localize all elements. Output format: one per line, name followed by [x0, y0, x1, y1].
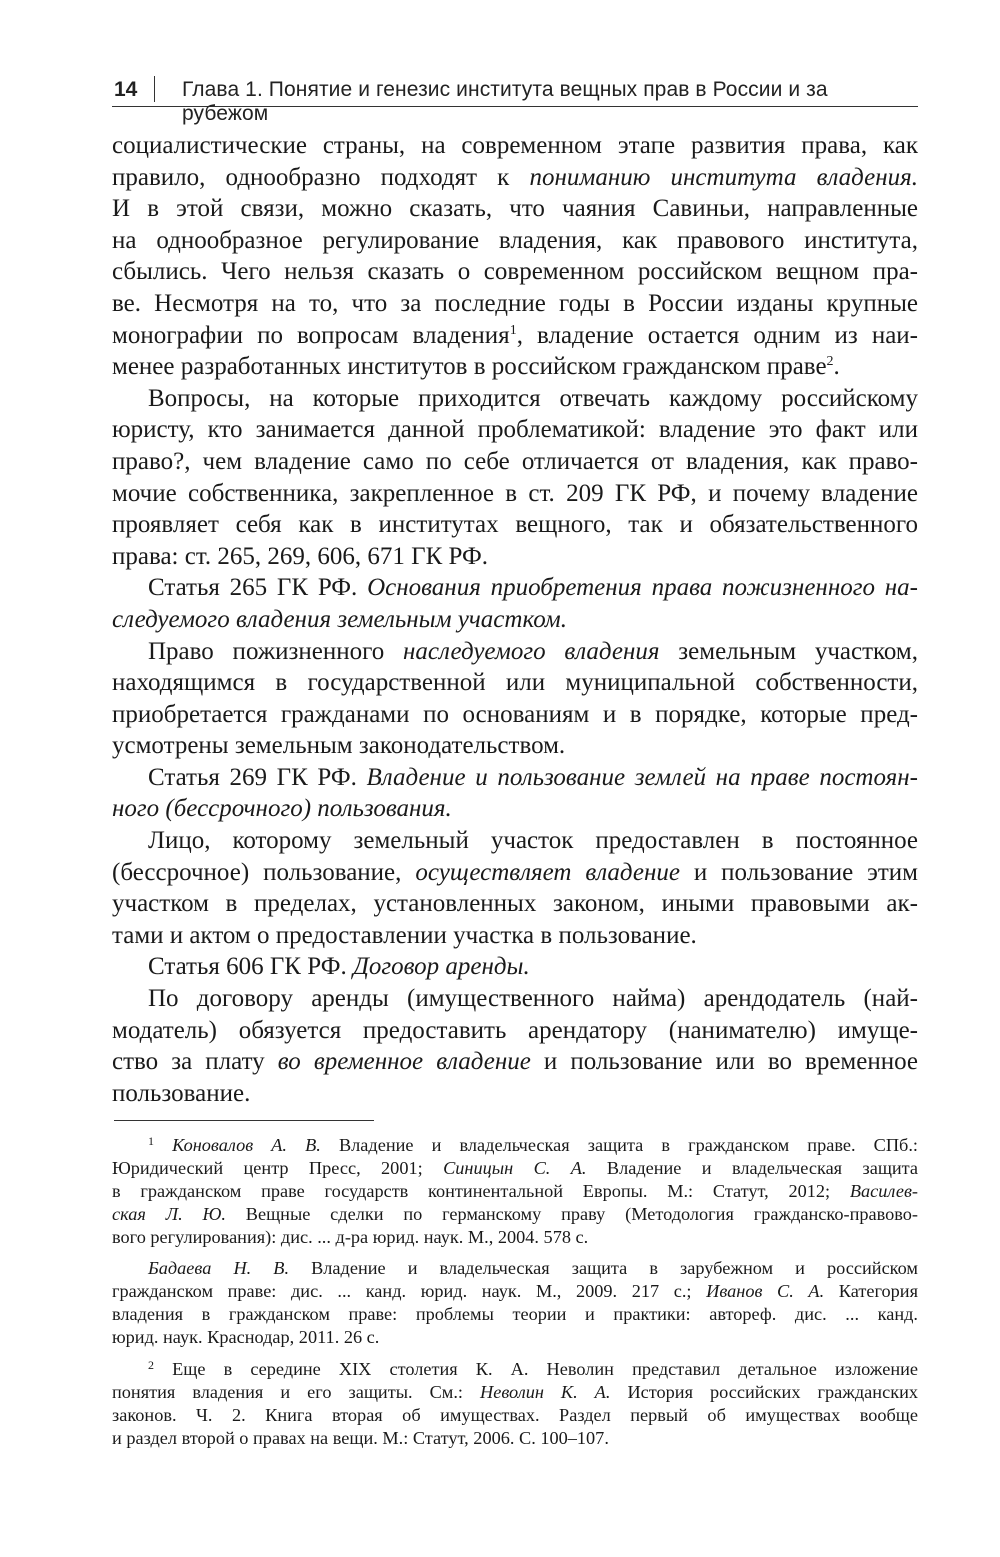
- text-span: Право пожизненного: [148, 637, 403, 665]
- running-head: [112, 76, 918, 125]
- text-line: на однообразное регулирование владения, как правового института,: [112, 226, 918, 254]
- text-line: социалистические страны, на современном этапе развития права, как: [112, 132, 918, 159]
- author-name: Иванов С. А.: [706, 1281, 825, 1302]
- footnote-line: [112, 1180, 918, 1203]
- footnote-marker-2: 2: [148, 1358, 154, 1373]
- text-line: [112, 1046, 918, 1078]
- text-line: [112, 351, 918, 383]
- article-label: Статья 269 ГК РФ.: [148, 763, 367, 791]
- text-line: право?, чем владение само по себе отличается от владения, как право-: [112, 447, 918, 475]
- text-span: Еще в середине XIX столетия К. А. Неволин представил детальное изложение: [172, 1359, 918, 1380]
- text-line: находящимся в государственной или муниципальной собственности,: [112, 669, 918, 697]
- text-line: модатель) обязуется предоставить арендатору (нанимателю) имуще-: [112, 1016, 918, 1044]
- footnote-line: юрид. наук. Краснодар, 2011. 26 с.: [112, 1327, 380, 1348]
- text-line: тами и актом о предоставлении участка в пользование.: [112, 921, 697, 949]
- text-line: мочие собственника, закрепленное в ст. 209 ГК РФ, и почему владение: [112, 479, 918, 507]
- footnote-rule: [114, 1120, 374, 1121]
- italic-span: осуществляет владение: [415, 858, 680, 886]
- text-line: [112, 636, 918, 668]
- author-name: Коновалов А. В.: [172, 1135, 321, 1155]
- text-line: [112, 857, 918, 889]
- text-line: По договору аренды (имущественного найма) арендодатель (най-: [148, 985, 918, 1013]
- text-line: пользование.: [112, 1079, 251, 1107]
- header-separator: [154, 76, 155, 102]
- text-span: Юридический центр Пресс, 2001;: [112, 1157, 444, 1178]
- text-span: ство за плату: [112, 1048, 278, 1076]
- text-line: [112, 162, 918, 194]
- article-heading: [112, 604, 918, 636]
- footnote-line: [112, 1134, 918, 1157]
- article-title: Основания приобретения права пожизненного на-: [367, 574, 918, 602]
- article-title: Договор аренды.: [352, 953, 530, 981]
- text-line: [112, 320, 918, 352]
- footnote-line: [112, 1358, 918, 1381]
- text-line: проявляет себя как в институтах вещного, так и обязательственного: [112, 511, 918, 539]
- text-span: правило, однообразно подходят к: [112, 163, 530, 191]
- footnote-line: [112, 1157, 918, 1180]
- chapter-title: Глава 1. Понятие и генезис института вещных прав в России и за рубежом: [182, 78, 828, 125]
- text-span: и пользование этим: [679, 858, 918, 886]
- author-name: Синицын С. А.: [443, 1157, 587, 1178]
- text-span: Владение и владельческая защита в зарубежном и российском: [289, 1258, 918, 1279]
- text-span: менее разработанных институтов в российском гражданском праве: [112, 353, 827, 381]
- text-line: права: ст. 265, 269, 606, 671 ГК РФ.: [112, 542, 488, 570]
- text-span: и пользование или во временное: [530, 1048, 919, 1076]
- footnotes: [112, 1134, 918, 1450]
- text-span: Вещные сделки по германскому праву (Методология гражданско-правово-: [225, 1203, 918, 1224]
- text-span: Владение и владельческая защита в гражданском праве. СПб.:: [320, 1135, 918, 1155]
- footnote-line: и раздел второй о правах на вещи. М.: Статут, 2006. С. 100–107.: [112, 1427, 609, 1448]
- footnote-line: владения в гражданском праве: проблемы теории и практики: автореф. дис. ... канд.: [112, 1304, 918, 1325]
- text-line: сбылись. Чего нельзя сказать о современном российском вещном пра-: [112, 258, 918, 286]
- footnote-line: [112, 1203, 918, 1226]
- text-line: юристу, кто занимается данной проблематикой: владение это факт или: [112, 416, 918, 444]
- text-line: ве. Несмотря на то, что за последние годы в России изданы крупные: [112, 289, 918, 317]
- text-span: гражданском праве: дис. ... канд. юрид. наук. М., 2009. 217 с.;: [112, 1281, 707, 1302]
- text-span: (бессрочное) пользование,: [112, 858, 416, 886]
- article-heading: [112, 951, 918, 983]
- article-heading: [112, 793, 918, 825]
- article-label: Статья 606 ГК РФ.: [148, 953, 353, 981]
- text-line: И в этой связи, можно сказать, что чаяния Савиньи, направленные: [112, 195, 918, 223]
- text-span: Категория: [824, 1281, 918, 1302]
- author-name: Неволин К. А.: [480, 1381, 611, 1402]
- article-heading: [112, 762, 918, 794]
- footnote-line: [112, 1257, 918, 1280]
- text-line: Лицо, которому земельный участок предоставлен в постоянное: [148, 827, 918, 855]
- text-span: понятия владения и его защиты. См.:: [112, 1381, 481, 1402]
- footnote-marker-1: 1: [148, 1134, 154, 1148]
- footnote-line: [112, 1381, 918, 1404]
- footnote-line: [112, 1280, 918, 1303]
- italic-span: во временное владение: [277, 1048, 531, 1076]
- article-label: Статья 265 ГК РФ.: [148, 574, 368, 602]
- footnote-line: законов. Ч. 2. Книга вторая об имуществах. Раздел первый об имуществах вообще: [112, 1404, 918, 1425]
- page-number: 14: [114, 78, 138, 101]
- author-name: ская Л. Ю.: [112, 1203, 226, 1224]
- text-line: Вопросы, на которые приходится отвечать каждому российскому: [148, 384, 918, 412]
- article-title: Владение и пользование землей на праве постоян-: [366, 763, 918, 791]
- author-name: Василев-: [849, 1180, 918, 1201]
- article-title: следуемого владения земельным участком.: [112, 605, 567, 633]
- italic-span: наследуемого владения: [403, 637, 660, 665]
- article-title: ного (бессрочного) пользования.: [112, 795, 452, 823]
- text-span: Владение и владельческая защита: [586, 1157, 919, 1178]
- text-line: усмотрены земельным законодательством.: [112, 732, 566, 760]
- text-line: приобретается гражданами по основаниям и в порядке, которые пред-: [112, 700, 918, 728]
- article-heading: [112, 572, 918, 604]
- text-span: История российских гражданских: [610, 1381, 919, 1402]
- text-span: в гражданском праве государств континентальной Европы. М.: Статут, 2012;: [112, 1180, 850, 1201]
- footnote-ref-2[interactable]: 2: [826, 354, 834, 370]
- author-name: Бадаева Н. В.: [148, 1258, 290, 1279]
- text-span: монографии по вопросам владения: [112, 321, 510, 349]
- italic-span: пониманию института владения.: [529, 163, 918, 191]
- footnote-ref-1[interactable]: 1: [509, 322, 517, 338]
- text-span: , владение остается одним из наи-: [516, 321, 918, 349]
- main-text: [112, 130, 918, 1109]
- text-span: земельным участком,: [659, 637, 918, 665]
- footnote-line: вого регулирования): дис. ... д-ра юрид. наук. М., 2004. 578 с.: [112, 1226, 589, 1247]
- text-line: участком в пределах, установленных законом, иными правовыми ак-: [112, 890, 918, 918]
- text-span: .: [833, 353, 840, 381]
